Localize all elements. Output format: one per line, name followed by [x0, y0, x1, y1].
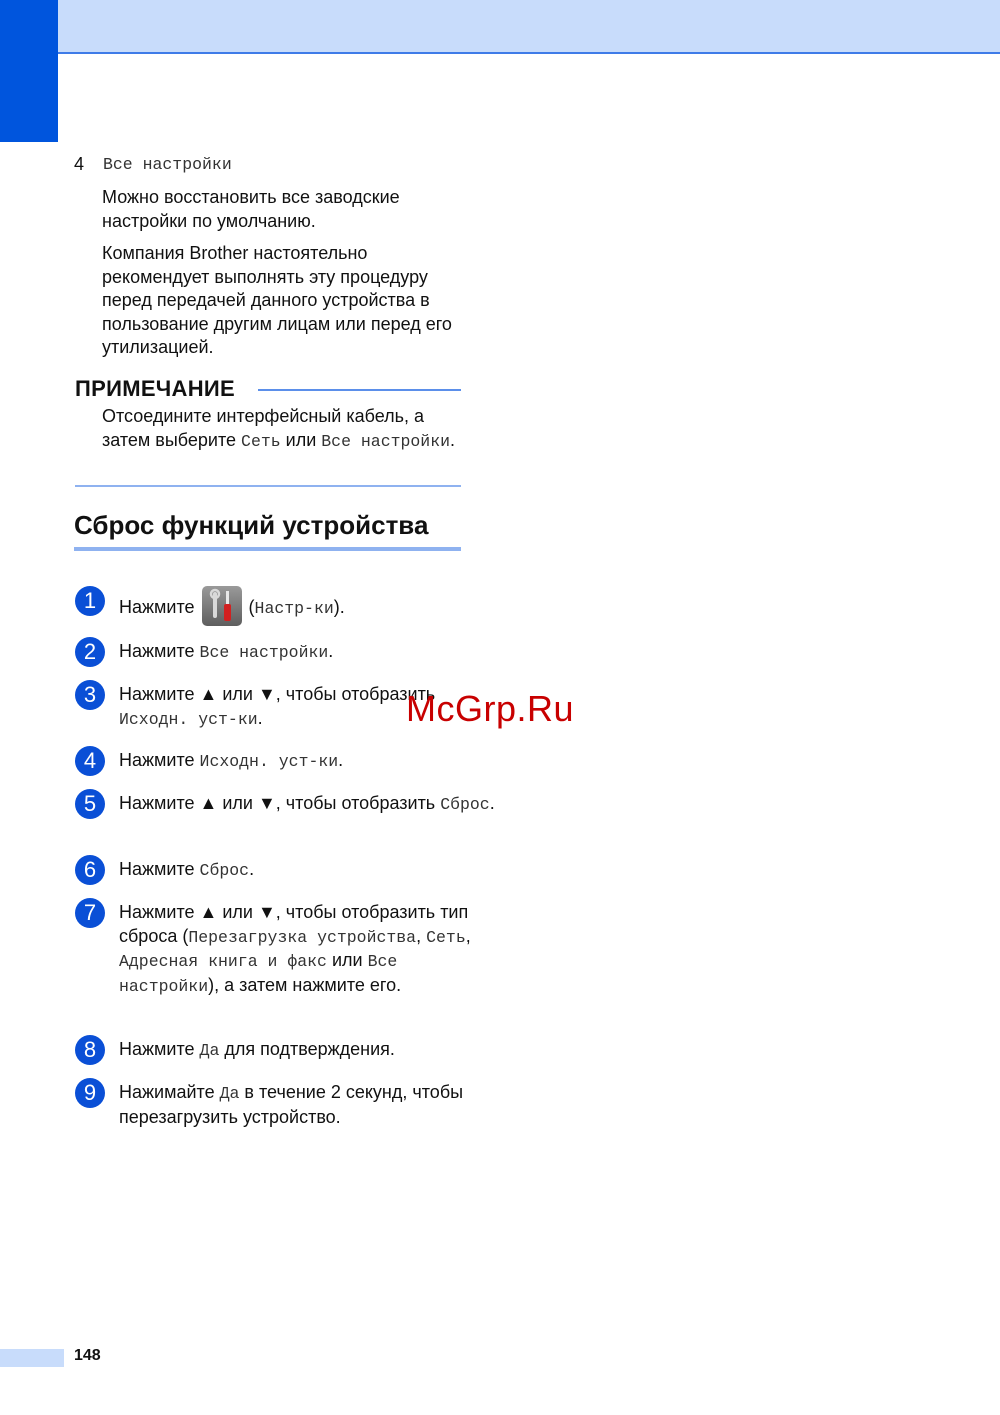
- section-underline: [74, 547, 461, 551]
- step-number-badge: 9: [75, 1078, 105, 1108]
- item-number: 4: [74, 154, 85, 174]
- item-paragraph-2: Компания Brother настоятельно рекомендует выполнять эту процедуру перед передачей данного устройства в пользование другим лицам или перед его утилизацией.: [102, 243, 452, 357]
- note-bottom-rule: [75, 485, 461, 487]
- note-text: Отсоедините интерфейсный кабель, а затем выберите Сеть или Все настройки.: [102, 406, 456, 451]
- watermark-text: McGrp.Ru: [406, 688, 575, 729]
- item-title: Все настройки: [103, 155, 232, 174]
- step-number-badge: 4: [75, 746, 105, 776]
- step-number-badge: 2: [75, 637, 105, 667]
- note-heading: ПРИМЕЧАНИЕ: [75, 376, 236, 401]
- tools-icon: [202, 586, 242, 626]
- chapter-tab: [0, 0, 58, 142]
- section-title: Сброс функций устройства: [74, 510, 429, 540]
- page-tab: [0, 1349, 64, 1367]
- note-heading-rule: [258, 389, 461, 391]
- header-band: [0, 0, 1000, 54]
- item-paragraph-1: Можно восстановить все заводские настройки по умолчанию.: [102, 187, 400, 231]
- page-number: 148: [74, 1347, 101, 1364]
- step-number-badge: 3: [75, 680, 105, 710]
- step-number-badge: 6: [75, 855, 105, 885]
- step-number-badge: 1: [75, 586, 105, 616]
- step-number-badge: 5: [75, 789, 105, 819]
- step-number-badge: 8: [75, 1035, 105, 1065]
- step-number-badge: 7: [75, 898, 105, 928]
